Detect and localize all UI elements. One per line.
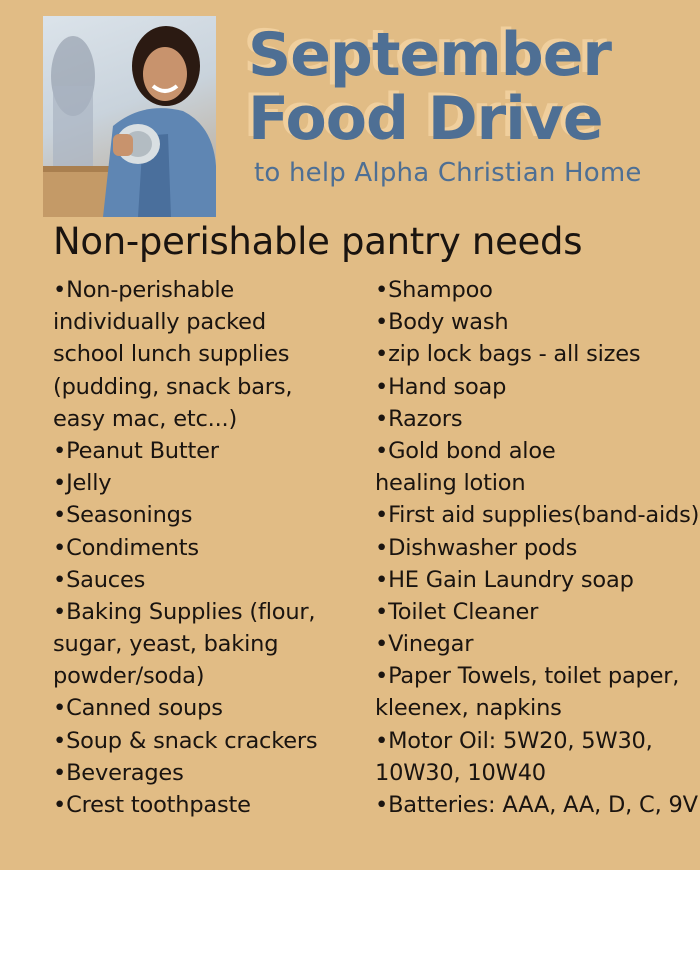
list-item: •Gold bond aloe bbox=[375, 437, 556, 464]
list-item: school lunch supplies bbox=[53, 341, 290, 368]
list-item: •Batteries: AAA, AA, D, C, 9V bbox=[375, 792, 698, 818]
list-item: •Motor Oil: 5W20, 5W30, bbox=[375, 727, 653, 754]
list-item: •Sauces bbox=[53, 566, 146, 593]
list-item: •Canned soups bbox=[53, 695, 223, 722]
title-line-2: Food Drive bbox=[248, 84, 603, 154]
list-item: sugar, yeast, baking bbox=[53, 631, 279, 658]
list-item: •Jelly bbox=[53, 470, 112, 497]
list-item: •Condiments bbox=[53, 534, 199, 561]
list-item: easy mac, etc...) bbox=[53, 405, 238, 432]
list-item: (pudding, snack bars, bbox=[53, 373, 293, 400]
list-item: •HE Gain Laundry soap bbox=[375, 566, 634, 593]
list-item: •Beverages bbox=[53, 759, 184, 786]
list-item: powder/soda) bbox=[53, 663, 205, 690]
volunteer-photo-illustration bbox=[43, 16, 216, 217]
list-item: •Paper Towels, toilet paper, bbox=[375, 663, 680, 690]
list-item: individually packed bbox=[53, 309, 266, 336]
list-item: healing lotion bbox=[375, 470, 526, 497]
list-item: •Soup & snack crackers bbox=[53, 727, 318, 754]
list-item: 10W30, 10W40 bbox=[375, 759, 546, 786]
list-item: •Hand soap bbox=[375, 373, 507, 400]
volunteer-photo bbox=[43, 16, 216, 217]
list-item: •Toilet Cleaner bbox=[375, 598, 539, 625]
list-item: •Baking Supplies (flour, bbox=[53, 598, 316, 625]
list-item: •Seasonings bbox=[53, 502, 193, 529]
list-item: •Crest toothpaste bbox=[53, 792, 251, 818]
list-item: •Dishwasher pods bbox=[375, 534, 578, 561]
list-item: kleenex, napkins bbox=[375, 695, 562, 722]
list-item: •Shampoo bbox=[375, 277, 493, 303]
list-item: •Body wash bbox=[375, 309, 509, 336]
list-item: •First aid supplies(band-aids) bbox=[375, 502, 700, 529]
list-item: •Razors bbox=[375, 405, 463, 432]
list-heading: Non-perishable pantry needs bbox=[53, 220, 583, 263]
list-item: •Vinegar bbox=[375, 631, 474, 658]
list-item: •Non-perishable bbox=[53, 277, 235, 303]
list-item: •Peanut Butter bbox=[53, 437, 219, 464]
title-line-1: September bbox=[248, 20, 611, 90]
left-column-list bbox=[53, 274, 353, 821]
subtitle: to help Alpha Christian Home bbox=[254, 158, 642, 188]
list-item: •zip lock bags - all sizes bbox=[375, 341, 641, 368]
right-column-list bbox=[375, 274, 700, 821]
